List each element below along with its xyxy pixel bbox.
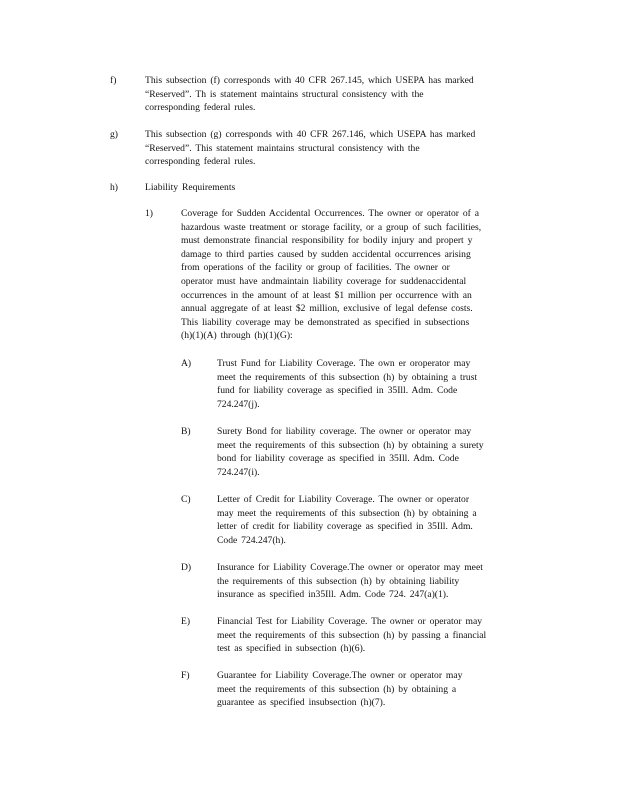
text-line: fund for liability coverage as specified in 35Ill. Adm. Code [217,385,458,397]
paragraph-text [145,74,545,115]
text-line: hazardous waste treatment or storage facility, or a group of such facilities, [181,221,482,233]
text-line: Insurance for Liability Coverage.The owner or operator may meet [217,562,483,573]
text-line: Surety Bond for liability coverage. The owner or operator may [217,426,472,437]
paragraph-heading [145,181,545,195]
text-line: insurance as specified in35Ill. Adm. Code 724. 247(a)(1). [217,589,449,601]
clause-text [217,561,537,602]
clause-text [217,615,537,656]
text-line: operator must have andmaintain liability coverage for suddenaccidental [181,275,467,287]
paragraph-label: f) [110,75,117,86]
text-line: This liability coverage may be demonstrated as specified in subsections [181,316,470,328]
clause-text [217,669,537,710]
text-line: bond for liability coverage as specified in 35Ill. Adm. Code [217,453,459,465]
clause-label: B) [181,426,191,437]
text-line: “Reserved”. This statement maintains structural consistency with the [145,142,420,154]
text-line: Liability Requirements [145,182,236,193]
clause-label: D) [181,562,192,573]
text-line: meet the requirements of this subsection (h) by obtaining a [217,683,457,695]
clause-text [217,357,537,411]
text-line: Financial Test for Liability Coverage. The owner or operator may [217,616,483,627]
text-line: This subsection (g) corresponds with 40 CFR 267.146, which USEPA has marked [145,129,476,140]
clause-label: A) [181,358,192,369]
text-line: must demonstrate financial responsibility for bodily injury and propert y [181,235,473,247]
text-line: corresponding federal rules. [145,102,256,114]
paragraph-text [145,128,545,169]
text-line: damage to third parties caused by sudden accidental occurrences arising [181,248,471,260]
clause-label: E) [181,616,191,627]
text-line: Trust Fund for Liability Coverage. The own er oroperator may [217,358,471,369]
text-line: test as specified in subsection (h)(6). [217,643,366,655]
text-line: from operations of the facility or group of facilities. The owner or [181,262,450,274]
text-line: may meet the requirements of this subsection (h) by obtaining a [217,507,477,519]
text-line: “Reserved”. Th is statement maintains structural consistency with the [145,88,424,100]
clause-text [217,425,537,479]
text-line: guarantee as specified insubsection (h)(7). [217,697,386,709]
text-line: corresponding federal rules. [145,156,256,168]
paragraph-label: h) [110,182,118,193]
text-line: occurrences in the amount of at least $1 million per occurrence with an [181,289,472,301]
text-line: the requirements of this subsection (h) by obtaining liability [217,575,460,587]
text-line: Guarantee for Liability Coverage.The owner or operator may [217,670,463,681]
text-line: annual aggregate of at least $2 million, exclusive of legal defense costs. [181,303,473,315]
text-line: 724.247(i). [217,466,260,478]
text-line: 724.247(j). [217,398,260,410]
text-line: meet the requirements of this subsection (h) by obtaining a trust [217,371,478,383]
text-line: meet the requirements of this subsection (h) by passing a financial [217,629,487,641]
clause-text [217,493,537,547]
subparagraph-text [181,207,543,343]
text-line: This subsection (f) corresponds with 40 CFR 267.145, which USEPA has marked [145,75,474,86]
paragraph-label: g) [110,129,118,140]
clause-label: C) [181,494,191,505]
text-line: Coverage for Sudden Accidental Occurrences. The owner or operator of a [181,208,479,219]
subparagraph-label: 1) [145,208,153,219]
text-line: Letter of Credit for Liability Coverage. The owner or operator [217,494,470,505]
text-line: letter of credit for liability coverage as specified in 35Ill. Adm. [217,521,473,533]
text-line: Code 724.247(h). [217,534,286,546]
clause-label: F) [181,670,190,681]
text-line: (h)(1)(A) through (h)(1)(G): [181,330,293,342]
text-line: meet the requirements of this subsection (h) by obtaining a surety [217,439,484,451]
